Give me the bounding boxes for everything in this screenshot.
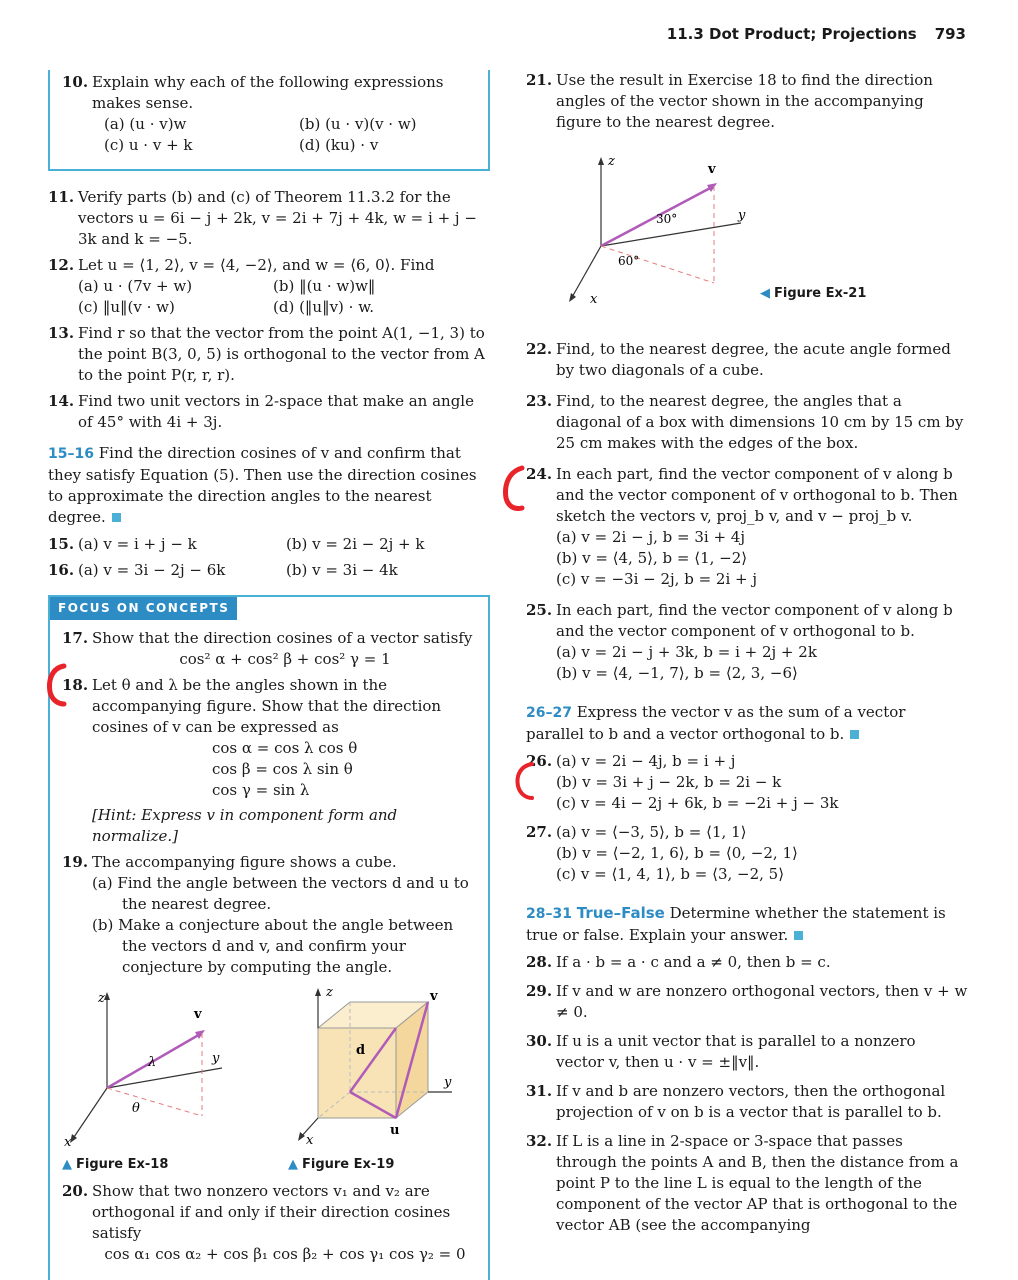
x-axis-label: x — [306, 1133, 314, 1148]
x-axis-label: x — [64, 1135, 72, 1148]
part-a: (a) v = 3i − 2j − 6k — [78, 561, 226, 579]
vector-d-label: d — [356, 1043, 366, 1058]
exercise-27 — [526, 822, 968, 885]
exercise-text: Find r so that the vector from the point A(1, −1, 3) to the point B(3, 0, 5) is orthogonal to the vector from A to the point P(r, r, r). — [78, 324, 485, 384]
exercise-number: 13. — [48, 324, 75, 342]
exercise-26 — [526, 751, 968, 814]
exercise-number: 32. — [526, 1132, 553, 1150]
annotation-bracket-18 — [46, 662, 68, 708]
triangle-left-icon: ◀ — [760, 286, 770, 301]
exercise-21 — [526, 70, 968, 133]
z-axis-label: z — [326, 988, 333, 1000]
exercise-10 — [62, 72, 478, 156]
exercise-number: 31. — [526, 1082, 553, 1100]
exercise-text: If v and w are nonzero orthogonal vectors, then v + w ≠ 0. — [556, 982, 968, 1021]
part-a: (a) u · (7v + w) — [78, 277, 193, 295]
exercise-text: Find two unit vectors in 2-space that make an angle of 45° with 4i + 3j. — [78, 392, 474, 431]
true-false-label: True–False — [576, 904, 665, 922]
exercise-number: 15. — [48, 535, 75, 553]
theta-label: θ — [132, 1101, 140, 1116]
exercise-number: 23. — [526, 392, 553, 410]
equation: cos² α + cos² β + cos² γ = 1 — [179, 650, 391, 668]
z-axis-label: z — [608, 154, 615, 169]
exercise-number: 14. — [48, 392, 75, 410]
part-a: (a) v = 2i − j + 3k, b = i + 2j + 2k — [556, 643, 817, 661]
exercise-number: 12. — [48, 256, 75, 274]
caption-text: Figure Ex-21 — [774, 286, 867, 301]
exercise-13 — [48, 323, 490, 386]
exercise-number: 10. — [62, 73, 89, 91]
exercise-number: 25. — [526, 601, 553, 619]
exercise-text: If v and b are nonzero vectors, then the orthogonal projection of v on b is a vector that is parallel to b. — [556, 1082, 946, 1121]
exercise-number: 20. — [62, 1182, 89, 1200]
exercise-11 — [48, 187, 490, 250]
exercise-number: 30. — [526, 1032, 553, 1050]
part-c: (c) ‖u‖(v · w) — [78, 298, 175, 316]
exercise-set-15-16 — [48, 443, 490, 528]
square-marker-icon — [794, 931, 803, 940]
y-axis-label: y — [738, 208, 746, 223]
square-marker-icon — [112, 513, 121, 522]
exercise-text: Find, to the nearest degree, the angles that a diagonal of a box with dimensions 10 cm by 15 cm by 25 cm makes with the edges of the box. — [556, 392, 964, 452]
exercise-text: In each part, find the vector component of v along b and the vector component of v orthogonal to b. — [556, 601, 953, 640]
exercise-number: 11. — [48, 188, 75, 206]
caption-text: Figure Ex-19 — [302, 1157, 395, 1172]
exercise-32 — [526, 1131, 968, 1236]
exercise-12 — [48, 255, 490, 318]
exercise-number: 18. — [62, 676, 89, 694]
exercise-17 — [62, 628, 478, 670]
part-a: (a) v = ⟨−3, 5⟩, b = ⟨1, 1⟩ — [556, 823, 747, 841]
y-axis-label: y — [212, 1051, 220, 1066]
figure-ex-21-caption — [760, 283, 866, 304]
exercise-number: 29. — [526, 982, 553, 1000]
exercise-text: If u is a unit vector that is parallel to a nonzero vector v, then u · v = ±‖v‖. — [556, 1032, 916, 1071]
section-title: 11.3 Dot Product; Projections — [666, 25, 917, 43]
exercise-text: If L is a line in 2-space or 3-space that passes through the points A and B, then the distance from a point P to the line L is equal to the length of the component of the vector AP that is orthogonal to the vector AB (see the accompanying — [556, 1132, 959, 1234]
figure-ex-18-graphic — [62, 988, 232, 1148]
exercise-set-28-31 — [526, 903, 968, 946]
exercise-number: 22. — [526, 340, 553, 358]
part-a: (a) v = i + j − k — [78, 535, 197, 553]
exercise-text: Show that the direction cosines of a vector satisfy — [92, 629, 473, 647]
part-b: (b) v = 2i − 2j + k — [286, 535, 425, 553]
exercise-text: Let u = ⟨1, 2⟩, v = ⟨4, −2⟩, and w = ⟨6, 0⟩. Find — [78, 256, 435, 274]
square-marker-icon — [850, 730, 859, 739]
figure-ex-21 — [556, 151, 968, 321]
exercise-16 — [48, 560, 490, 581]
figure-ex-18 — [62, 988, 232, 1175]
figures-18-19 — [62, 988, 478, 1175]
exercise-14 — [48, 391, 490, 433]
part-a: (a) (u · v)w — [104, 115, 187, 133]
figure-ex-19-graphic — [288, 988, 458, 1148]
exercise-29 — [526, 981, 968, 1023]
lambda-label: λ — [148, 1055, 157, 1070]
exercise-18 — [62, 675, 478, 847]
part-c: (c) v = 4i − 2j + 6k, b = −2i + j − 3k — [556, 794, 839, 812]
equation-2: cos β = cos λ sin θ — [212, 760, 353, 778]
equation: cos α₁ cos α₂ + cos β₁ cos β₂ + cos γ₁ cos γ₂ = 0 — [104, 1245, 466, 1263]
vector-v-label: v — [194, 1007, 202, 1022]
exercise-23 — [526, 391, 968, 454]
figure-ex-19-caption — [288, 1154, 458, 1175]
part-a: (a) Find the angle between the vectors d and u to the nearest degree. — [92, 874, 469, 913]
part-c: (c) u · v + k — [104, 136, 193, 154]
hint: [Hint: Express v in component form and normalize.] — [92, 806, 398, 845]
focus-on-concepts-box — [48, 595, 490, 1280]
exercise-number: 24. — [526, 465, 553, 483]
exercise-25 — [526, 600, 968, 684]
triangle-up-icon: ▲ — [62, 1157, 72, 1172]
exercise-number: 26. — [526, 752, 553, 770]
exercise-10-box — [48, 70, 490, 171]
annotation-bracket-26 — [514, 760, 536, 802]
set-instructions: Find the direction cosines of v and confirm that they satisfy Equation (5). Then use the direction cosines to approximate the direction angles to the nearest degree. — [48, 444, 477, 526]
y-axis-label: y — [444, 1075, 452, 1090]
exercise-20 — [62, 1181, 478, 1265]
equation-3: cos γ = sin λ — [212, 781, 310, 799]
exercise-text: Use the result in Exercise 18 to find the direction angles of the vector shown in the accompanying figure to the nearest degree. — [556, 71, 933, 131]
part-b: (b) v = 3i − 4k — [286, 561, 398, 579]
exercise-text: If a · b = a · c and a ≠ 0, then b = c. — [556, 953, 831, 971]
x-axis-label: x — [590, 292, 598, 307]
vector-u-label: u — [390, 1123, 400, 1138]
angle-60-label: 60° — [618, 254, 640, 268]
exercise-number: 17. — [62, 629, 89, 647]
part-b: (b) Make a conjecture about the angle between the vectors d and v, and confirm your conjecture by computing the angle. — [92, 916, 454, 976]
exercise-number: 27. — [526, 823, 553, 841]
exercise-24 — [526, 464, 968, 590]
exercise-set-26-27 — [526, 702, 968, 745]
exercise-22 — [526, 339, 968, 381]
exercise-number: 19. — [62, 853, 89, 871]
exercise-text: Verify parts (b) and (c) of Theorem 11.3.2 for the vectors u = 6i − j + 2k, v = 2i + 7j + 4k, w = i + j − 3k and k = −5. — [78, 188, 477, 248]
exercise-number: 21. — [526, 71, 553, 89]
caption-text: Figure Ex-18 — [76, 1157, 169, 1172]
part-d: (d) (‖u‖v) · w. — [273, 298, 375, 316]
focus-label: FOCUS ON CONCEPTS — [50, 597, 237, 620]
part-b: (b) v = ⟨−2, 1, 6⟩, b = ⟨0, −2, 1⟩ — [556, 844, 798, 862]
set-range: 28–31 — [526, 906, 572, 922]
figure-ex-18-caption — [62, 1154, 232, 1175]
exercise-text: Let θ and λ be the angles shown in the accompanying figure. Show that the direction cosines of v can be expressed as — [92, 676, 442, 736]
exercise-text: In each part, find the vector component of v along b and the vector component of v orthogonal to b. Then sketch the vectors v, proj_b v, and v − proj_b v. — [556, 465, 958, 525]
part-b: (b) v = ⟨4, −1, 7⟩, b = ⟨2, 3, −6⟩ — [556, 664, 798, 682]
exercise-31 — [526, 1081, 968, 1123]
exercise-19 — [62, 852, 478, 978]
part-a: (a) v = 2i − j, b = 3i + 4j — [556, 528, 745, 546]
triangle-up-icon: ▲ — [288, 1157, 298, 1172]
exercise-text: Find, to the nearest degree, the acute angle formed by two diagonals of a cube. — [556, 340, 951, 379]
part-b: (b) ‖(u · w)w‖ — [273, 277, 376, 295]
set-instructions: Determine whether the statement is true or false. Explain your answer. — [526, 904, 946, 944]
exercise-text: Show that two nonzero vectors v₁ and v₂ are orthogonal if and only if their direction cosines satisfy — [92, 1182, 451, 1242]
figure-ex-19 — [288, 988, 458, 1175]
z-axis-label: z — [98, 991, 105, 1006]
exercise-text: Explain why each of the following expressions makes sense. — [92, 73, 444, 112]
part-a: (a) v = 2i − 4j, b = i + j — [556, 752, 736, 770]
exercise-15 — [48, 534, 490, 555]
part-b: (b) (u · v)(v · w) — [299, 115, 417, 133]
part-b: (b) v = ⟨4, 5⟩, b = ⟨1, −2⟩ — [556, 549, 748, 567]
set-instructions: Express the vector v as the sum of a vector parallel to b and a vector orthogonal to b. — [526, 703, 906, 743]
exercise-30 — [526, 1031, 968, 1073]
set-range: 15–16 — [48, 446, 94, 462]
annotation-bracket-24 — [502, 464, 526, 514]
angle-30-label: 30° — [656, 212, 678, 226]
exercise-number: 16. — [48, 561, 75, 579]
equation-1: cos α = cos λ cos θ — [212, 739, 358, 757]
part-d: (d) (ku) · v — [299, 136, 379, 154]
page-number: 793 — [934, 25, 966, 43]
part-c: (c) v = ⟨1, 4, 1⟩, b = ⟨3, −2, 5⟩ — [556, 865, 785, 883]
vector-v-label: v — [708, 162, 716, 177]
figure-ex-21-graphic — [556, 151, 756, 311]
part-b: (b) v = 3i + j − 2k, b = 2i − k — [556, 773, 782, 791]
right-column — [526, 70, 968, 1241]
part-c: (c) v = −3i − 2j, b = 2i + j — [556, 570, 757, 588]
exercise-text: The accompanying figure shows a cube. — [92, 853, 397, 871]
exercise-number: 28. — [526, 953, 553, 971]
vector-v-label: v — [430, 989, 438, 1004]
left-column — [48, 70, 490, 1280]
set-range: 26–27 — [526, 705, 572, 721]
exercise-28 — [526, 952, 968, 973]
page-header — [667, 24, 966, 45]
